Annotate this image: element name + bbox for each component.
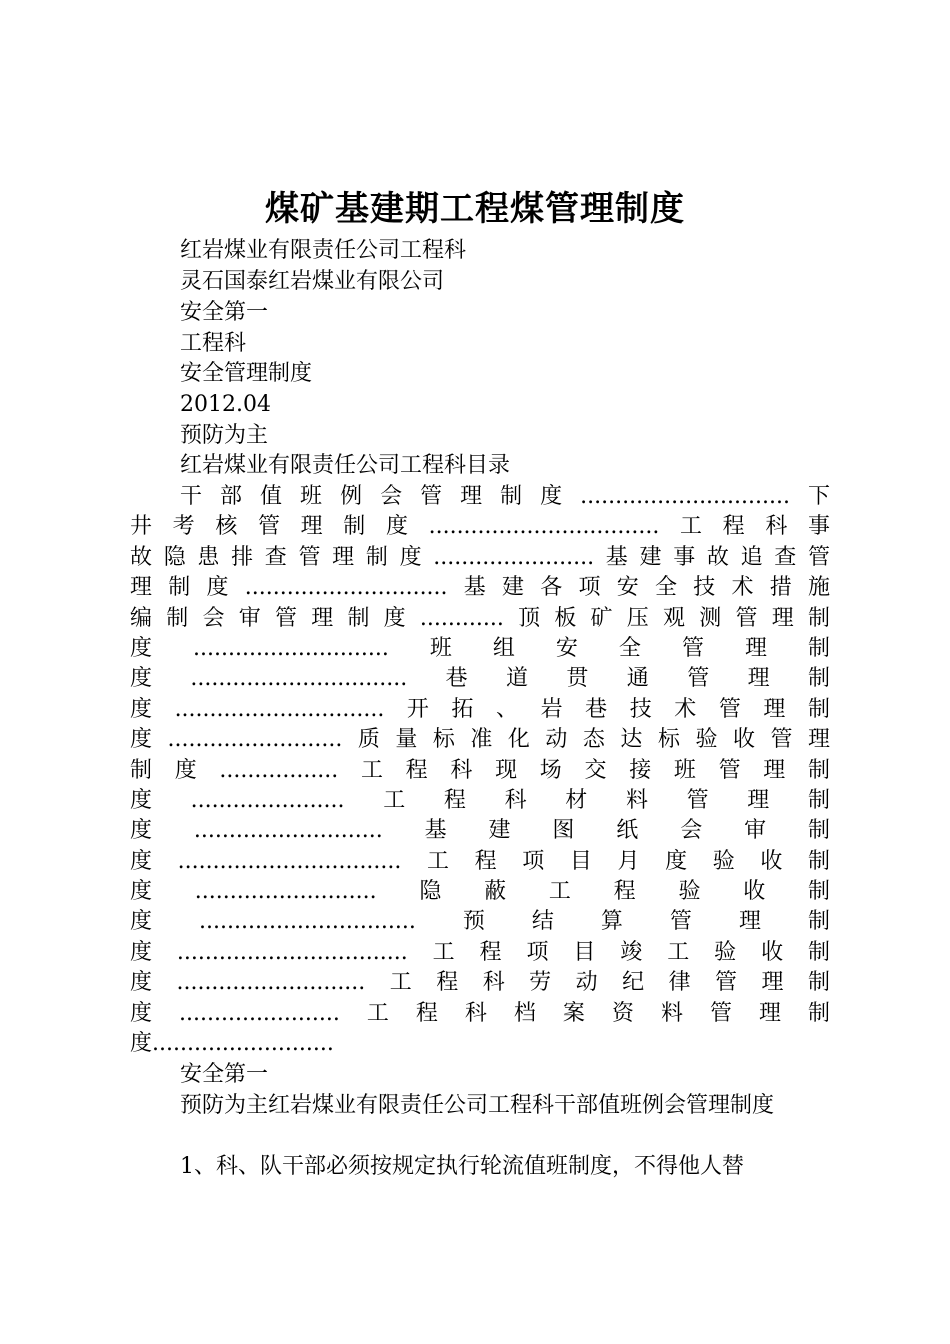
toc-row: 度...............................预结算管理制 — [130, 909, 830, 935]
toc-row: 度................................工程项目月度验收制 — [130, 848, 830, 874]
toc-row: 井考核管理制度.................................工程科事 — [130, 514, 830, 540]
toc-row: 度.......................... — [130, 1031, 334, 1057]
body-paragraph-rule-1: 1、科、队干部必须按规定执行轮流值班制度，不得他人替 — [180, 1154, 744, 1179]
cover-line-department: 工程科 — [180, 331, 247, 356]
toc-row: 度..............................开拓、岩巷技术管理制 — [130, 696, 830, 722]
toc-row: 度.......................工程科档案资料管理制 — [130, 1000, 830, 1026]
body-line-safety: 安全第一 — [180, 1062, 269, 1087]
toc-row: 度...........................基建图纸会审制 — [130, 818, 830, 844]
cover-line-parent-company: 灵石国泰红岩煤业有限公司 — [180, 269, 445, 294]
toc-row: 度.................................工程项目竣工验收制 — [130, 939, 830, 965]
toc-row: 度......................工程科材料管理制 — [130, 787, 830, 813]
toc-heading: 红岩煤业有限责任公司工程科目录 — [180, 453, 511, 478]
document-title: 煤矿基建期工程煤管理制度 — [265, 189, 685, 229]
toc-row: 度..........................隐蔽工程验收制 — [130, 879, 830, 905]
toc-row: 理制度.............................基建各项安全技术措施 — [130, 575, 830, 601]
toc-row: 制度.................工程科现场交接班管理制 — [130, 757, 830, 783]
toc-row: 度.........................质量标准化动态达标验收管理 — [130, 727, 830, 753]
toc-row: 编制会审管理制度............顶板矿压观测管理制 — [130, 605, 830, 631]
toc-row: 度...............................巷道贯通管理制 — [130, 666, 830, 692]
cover-line-date: 2012.04 — [180, 392, 271, 417]
toc-row: 干部值班例会管理制度..............................下 — [180, 484, 830, 509]
cover-line-doc-type: 安全管理制度 — [180, 361, 313, 386]
toc-row: 度...........................工程科劳动纪律管理制 — [130, 970, 830, 996]
cover-line-slogan-prevention: 预防为主 — [180, 423, 269, 448]
cover-line-slogan-safety: 安全第一 — [180, 300, 269, 325]
table-of-contents — [130, 482, 830, 1059]
body-paragraph-heading: 预防为主红岩煤业有限责任公司工程科干部值班例会管理制度 — [180, 1093, 775, 1118]
cover-line-company: 红岩煤业有限责任公司工程科 — [180, 238, 467, 263]
toc-row: 度............................班组安全管理制 — [130, 635, 830, 661]
toc-row: 故隐患排查管理制度.......................基建事故追查管 — [130, 544, 830, 570]
